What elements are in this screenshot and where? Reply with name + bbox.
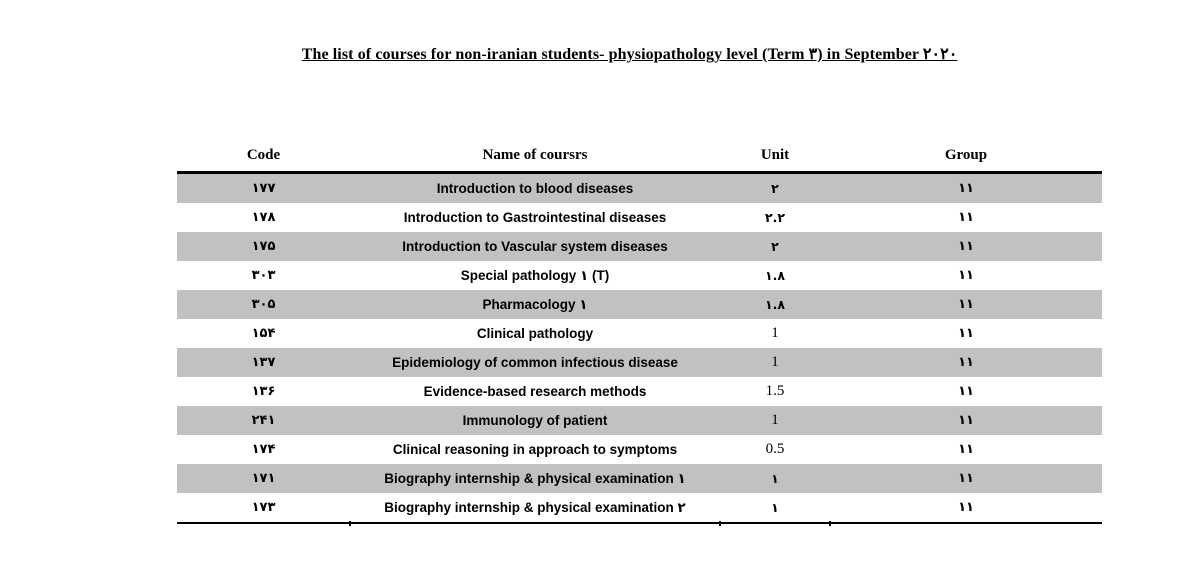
table-row [177, 377, 1102, 406]
group-cell: ۱۱ [958, 268, 974, 283]
code-cell: ۱۷۸ [251, 210, 276, 225]
table-row [177, 203, 1102, 232]
code-cell: ۱۷۱ [251, 471, 276, 486]
group-cell: ۱۱ [958, 442, 974, 457]
column-header-name: Name of coursrs [350, 139, 720, 173]
code-cell: ۱۷۵ [251, 239, 276, 254]
unit-cell: 1 [771, 354, 779, 370]
code-cell: ۱۳۶ [251, 384, 276, 399]
column-header-group: Group [830, 139, 1102, 173]
unit-cell: 1 [771, 325, 779, 341]
code-cell: ۱۳۷ [251, 355, 276, 370]
table-row [177, 464, 1102, 493]
course-name-cell: Epidemiology of common infectious disease [392, 355, 678, 370]
code-cell: ۱۷۷ [251, 181, 276, 196]
courses-table [177, 139, 1102, 524]
group-cell: ۱۱ [958, 326, 974, 341]
table-row [177, 261, 1102, 290]
unit-cell: ۱.۸ [764, 268, 785, 283]
course-name-cell: Evidence-based research methods [423, 384, 647, 399]
unit-cell: ۲.۲ [764, 210, 785, 225]
column-header-code: Code [177, 139, 350, 173]
course-name-cell: Biography internship & physical examination ۲ [350, 493, 720, 523]
unit-cell: 0.5 [765, 441, 785, 457]
table-row [177, 406, 1102, 435]
code-cell: ۳۰۳ [251, 268, 276, 283]
course-name-cell: Pharmacology ۱ [482, 296, 588, 312]
unit-cell: ۱ [720, 493, 830, 523]
table-row [177, 232, 1102, 261]
course-name-cell: Clinical pathology [476, 326, 594, 341]
group-cell: ۱۱ [958, 384, 974, 399]
code-cell: ۱۷۴ [251, 442, 276, 457]
course-name-cell: Special pathology ۱ (T) [460, 267, 610, 283]
column-boundary-tick [349, 521, 351, 526]
unit-cell: ۱.۸ [764, 297, 785, 312]
unit-cell: 1 [771, 412, 779, 428]
course-name-cell: Biography internship & physical examination ۱ [384, 470, 686, 486]
course-name-cell: Introduction to Vascular system diseases [402, 239, 668, 254]
table-row [177, 290, 1102, 319]
table-body [177, 173, 1102, 524]
table-row [177, 319, 1102, 348]
header-row [177, 139, 1102, 173]
unit-cell: ۲ [771, 181, 779, 196]
column-header-unit: Unit [720, 139, 830, 173]
group-cell: ۱۱ [958, 355, 974, 370]
code-cell: ۲۴۱ [251, 413, 276, 428]
group-cell: ۱۱ [958, 210, 974, 225]
group-cell: ۱۱ [958, 471, 974, 486]
group-cell: ۱۱ [830, 493, 1102, 523]
column-boundary-tick [829, 521, 831, 526]
code-cell: ۱۵۴ [251, 326, 276, 341]
course-name-cell: Clinical reasoning in approach to symptoms [392, 442, 678, 457]
table-row [177, 348, 1102, 377]
code-cell: ۱۷۳ [177, 493, 350, 523]
course-name-cell: Introduction to blood diseases [436, 181, 634, 196]
course-name-cell: Immunology of patient [462, 413, 608, 428]
unit-cell: ۱ [771, 471, 779, 486]
course-name-cell: Introduction to Gastrointestinal diseases [403, 210, 667, 225]
unit-cell: 1.5 [765, 383, 785, 399]
unit-cell: ۲ [771, 239, 779, 254]
table-row [177, 435, 1102, 464]
group-cell: ۱۱ [958, 181, 974, 196]
table-row [177, 493, 1102, 523]
group-cell: ۱۱ [958, 297, 974, 312]
table-row [177, 173, 1102, 204]
group-cell: ۱۱ [958, 239, 974, 254]
group-cell: ۱۱ [958, 413, 974, 428]
page-title: The list of courses for non-iranian students- physiopathology level (Term ۳) in September ۲۰۲۰ [301, 46, 958, 63]
column-boundary-tick [719, 521, 721, 526]
code-cell: ۳۰۵ [251, 297, 276, 312]
table-header [177, 139, 1102, 173]
